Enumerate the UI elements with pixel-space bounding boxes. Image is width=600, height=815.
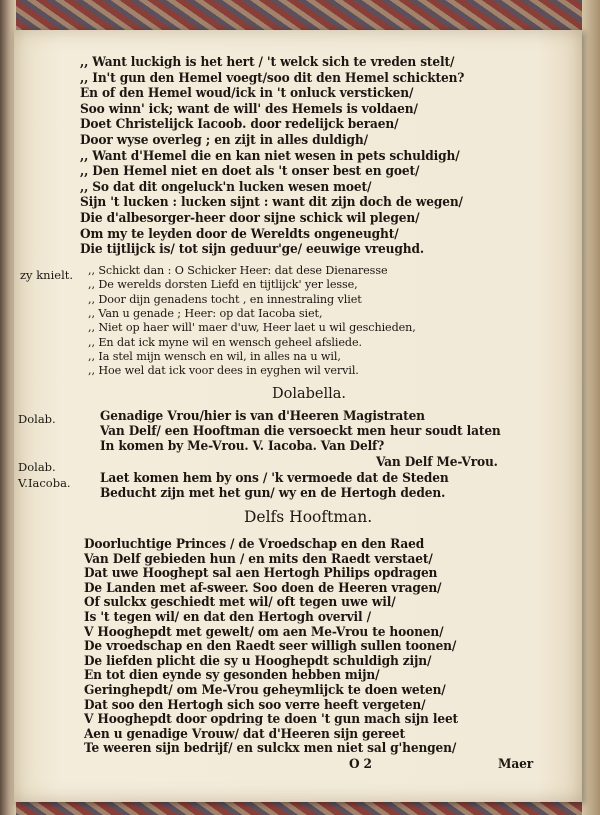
prayer-line: ,, En dat ick myne wil en wensch geheel afsliede. <box>88 335 362 349</box>
verse-line: Sijn 't lucken : lucken sijnt : want dit zijn doch de wegen/ <box>80 194 463 210</box>
dolabella-line: Van Delf/ een Hooftman die versoeckt men heur soudt laten <box>100 423 501 439</box>
speaker-label-dolab: Dolab. <box>18 412 56 426</box>
hooftman-line: V Hooghepdt met gewelt/ om aen Me-Vrou te hoonen/ <box>84 623 444 639</box>
prayer-line: ,, Schickt dan : O Schicker Heer: dat dese Dienaresse <box>88 264 388 277</box>
prayer-line: ,, Door dijn genadens tocht , en innestraling vliet <box>88 292 362 306</box>
stage-direction: zy knielt. <box>20 268 74 282</box>
jacoba-line: Laet komen hem by ons / 'k vermoede dat de Steden <box>100 470 449 486</box>
verse-line: Doet Christelijck Iacoob. door redelijck beraen/ <box>80 116 399 132</box>
hooftman-line: Aen u genadige Vrouw/ dat d'Heeren sijn gereet <box>84 725 405 741</box>
hooftman-line: Te weeren sijn bedrijf/ en sulckx men niet sal g'hengen/ <box>84 740 457 756</box>
speaker-heading-dolabella: Dolabella. <box>272 386 347 402</box>
verse-line: Door wyse overleg ; en zijt in alles duldigh/ <box>80 132 368 148</box>
verse-line: Die d'albesorger-heer door sijne schick wil plegen/ <box>80 210 420 226</box>
hooftman-line: Is 't tegen wil/ en dat den Hertogh overvil / <box>84 609 371 625</box>
hooftman-line: De vroedschap en den Raedt seer willigh sullen toonen/ <box>84 638 457 654</box>
verse-line: ,, Want luckigh is het hert / 't welck sich te vreden stelt/ <box>80 54 455 70</box>
hooftman-line: Of sulckx geschiedt met wil/ oft tegen uwe wil/ <box>84 594 396 610</box>
prayer-line: ,, Hoe wel dat ick voor dees in eyghen wil vervil. <box>88 364 359 378</box>
verse-line: Om my te leyden door de Wereldts ongeneught/ <box>80 225 399 241</box>
prayer-line: ,, De werelds dorsten Liefd en tijtlijck' yer lesse, <box>88 278 358 292</box>
hooftman-line: Van Delf gebieden hun / en mits den Raedt verstaet/ <box>84 550 433 566</box>
book-page <box>14 30 582 802</box>
hooftman-line: Dat soo den Hertogh sich soo verre heeft vergeten/ <box>84 696 426 712</box>
verse-line: Die tijtlijck is/ tot sijn geduur'ge/ eeuwige vreughd. <box>80 241 424 257</box>
dolabella-line: In komen by Me-Vrou. V. Iacoba. Van Delf? <box>100 438 385 454</box>
speaker-label-dolab-2: Dolab. <box>18 460 56 474</box>
verse-line: ,, In't gun den Hemel voegt/soo dit den Hemel schickten? <box>80 69 465 85</box>
dolabella-line: Genadige Vrou/hier is van d'Heeren Magistraten <box>100 408 425 424</box>
verse-line: En of den Hemel woud/ick in 't onluck versticken/ <box>80 85 414 101</box>
prayer-line: ,, Ia stel mijn wensch en wil, in alles na u wil, <box>88 349 341 363</box>
prayer-line: ,, Niet op haer will' maer d'uw, Heer laet u wil geschieden, <box>88 321 416 335</box>
speaker-label-jacoba: V.Iacoba. <box>18 476 71 490</box>
signature-mark: O 2 <box>349 756 372 772</box>
hooftman-line: V Hooghepdt door opdring te doen 't gun mach sijn leet <box>84 711 459 727</box>
verse-line: Soo winn' ick; want de will' des Hemels is voldaen/ <box>80 100 418 116</box>
verse-line: ,, Want d'Hemel die en kan niet wesen in pets schuldigh/ <box>80 147 460 163</box>
prayer-line: ,, Van u genade ; Heer: op dat Iacoba siet, <box>88 306 323 320</box>
hooftman-line: Geringhepdt/ om Me-Vrou geheymlijck te doen weten/ <box>84 682 446 698</box>
verse-line: ,, So dat dit ongeluck'n lucken wesen moet/ <box>80 178 372 194</box>
dolabella-reply: Van Delf Me-Vrou. <box>376 454 498 470</box>
hooftman-line: En tot dien eynde sy gesonden hebben mijn/ <box>84 667 380 683</box>
catchword: Maer <box>498 756 533 772</box>
hooftman-line: De liefden plicht die sy u Hooghepdt schuldigh zijn/ <box>84 652 432 668</box>
page-edge-right <box>582 0 600 815</box>
speaker-heading-hooftman: Delfs Hooftman. <box>244 508 373 526</box>
hooftman-line: Doorluchtige Princes / de Vroedschap en den Raed <box>84 536 425 552</box>
hooftman-line: Dat uwe Hooghept sal aen Hertogh Philips opdragen <box>84 565 438 581</box>
jacoba-line: Beducht zijn met het gun/ wy en de Hertogh deden. <box>100 485 446 501</box>
hooftman-line: De Landen met af-sweer. Soo doen de Heeren vragen/ <box>84 579 442 595</box>
verse-line: ,, Den Hemel niet en doet als 't onser best en goet/ <box>80 163 420 179</box>
